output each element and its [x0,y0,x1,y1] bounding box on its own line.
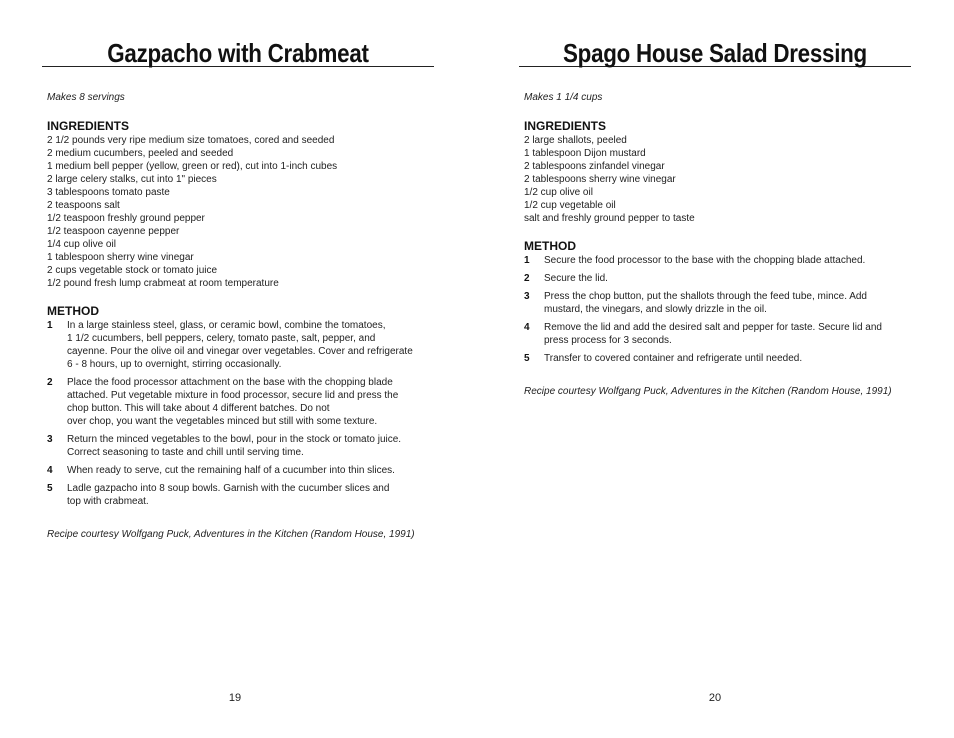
ingredient-item: 1 tablespoon Dijon mustard [524,148,646,159]
step-number: 5 [47,483,53,494]
step-text: Secure the lid. [544,273,608,284]
yield-text: Makes 1 1/4 cups [524,92,603,103]
method-step [47,319,434,371]
ingredients-heading: INGREDIENTS [524,119,607,133]
ingredient-item: 1/4 cup olive oil [47,239,116,250]
ingredient-item: 1/2 cup olive oil [524,187,593,198]
recipe-credit: Recipe courtesy Wolfgang Puck, Adventures in the Kitchen (Random House, 1991) [524,386,892,397]
step-number: 4 [524,322,530,333]
method-step [47,376,434,428]
method-step [524,254,911,267]
ingredients-heading: INGREDIENTS [47,119,130,133]
ingredients-list [524,134,911,225]
ingredient-item: 1 tablespoon sherry wine vinegar [47,252,194,263]
step-text: Secure the food processor to the base with the chopping blade attached. [544,255,866,266]
ingredient-item: 2 large celery stalks, cut into 1" pieces [47,174,217,185]
right-page [519,0,911,738]
step-number: 5 [524,353,530,364]
step-number: 3 [524,291,530,302]
step-number: 1 [524,255,530,266]
step-text: Remove the lid and add the desired salt and pepper for taste. Secure lid and press process for 3 seconds. [544,322,882,346]
title-rule [519,38,911,67]
step-text: Press the chop button, put the shallots through the feed tube, mince. Add mustard, the vinegars, and slowly drizzle in the oil. [544,291,867,315]
ingredient-item: 1/2 cup vegetable oil [524,200,616,211]
ingredient-item: 1/2 pound fresh lump crabmeat at room temperature [47,278,279,289]
page-title: Gazpacho with Crabmeat [107,38,369,68]
step-number: 2 [47,377,53,388]
step-text: In a large stainless steel, glass, or ceramic bowl, combine the tomatoes, 1 1/2 cucumbers, bell peppers, celery, tomato paste, salt, pepper, and cayenne. Pour the olive oil and vinegar over vegetables. Cover and refrigerate 6 - 8 hours, up to overnight, stirring occasionally. [67,320,413,370]
ingredient-item: 2 cups vegetable stock or tomato juice [47,265,218,276]
ingredient-item: 2 1/2 pounds very ripe medium size tomatoes, cored and seeded [47,135,335,146]
yield-text: Makes 8 servings [47,92,125,103]
ingredient-item: 2 tablespoons zinfandel vinegar [524,161,665,172]
title-rule [42,38,434,67]
method-heading: METHOD [47,304,99,318]
method-step [524,272,911,285]
step-text: Return the minced vegetables to the bowl, pour in the stock or tomato juice. Correct seasoning to taste and chill until serving time. [67,434,402,458]
step-number: 3 [47,434,53,445]
ingredient-item: 3 tablespoons tomato paste [47,187,170,198]
method-step [524,321,911,347]
method-steps [47,319,434,513]
step-text: Place the food processor attachment on the base with the chopping blade attached. Put vegetable mixture in food processor, secure lid and press the chop button. This will take about 4 different batches. Do not over chop, you want the vegetables minced but still with some texture. [67,377,399,427]
method-heading: METHOD [524,239,576,253]
ingredient-item: 2 tablespoons sherry wine vinegar [524,174,676,185]
page-number: 19 [228,692,242,704]
ingredient-item: salt and freshly ground pepper to taste [524,213,695,224]
step-number: 4 [47,465,53,476]
recipe-credit: Recipe courtesy Wolfgang Puck, Adventures in the Kitchen (Random House, 1991) [47,529,415,540]
step-number: 1 [47,320,53,331]
page-number: 20 [708,692,722,704]
step-text: Ladle gazpacho into 8 soup bowls. Garnish with the cucumber slices and top with crabmeat. [67,483,390,507]
ingredient-item: 1/2 teaspoon freshly ground pepper [47,213,205,224]
ingredient-item: 2 teaspoons salt [47,200,120,211]
step-text: Transfer to covered container and refrigerate until needed. [544,353,803,364]
method-step [524,352,911,365]
method-step [47,464,434,477]
method-step [47,482,434,508]
ingredient-item: 1 medium bell pepper (yellow, green or red), cut into 1-inch cubes [47,161,338,172]
method-step [47,433,434,459]
page-title: Spago House Salad Dressing [563,38,867,68]
method-steps [524,254,911,370]
ingredient-item: 2 medium cucumbers, peeled and seeded [47,148,234,159]
ingredient-item: 1/2 teaspoon cayenne pepper [47,226,180,237]
ingredient-item: 2 large shallots, peeled [524,135,627,146]
step-text: When ready to serve, cut the remaining half of a cucumber into thin slices. [67,465,395,476]
method-step [524,290,911,316]
ingredients-list [47,134,434,290]
left-page [42,0,434,738]
step-number: 2 [524,273,530,284]
